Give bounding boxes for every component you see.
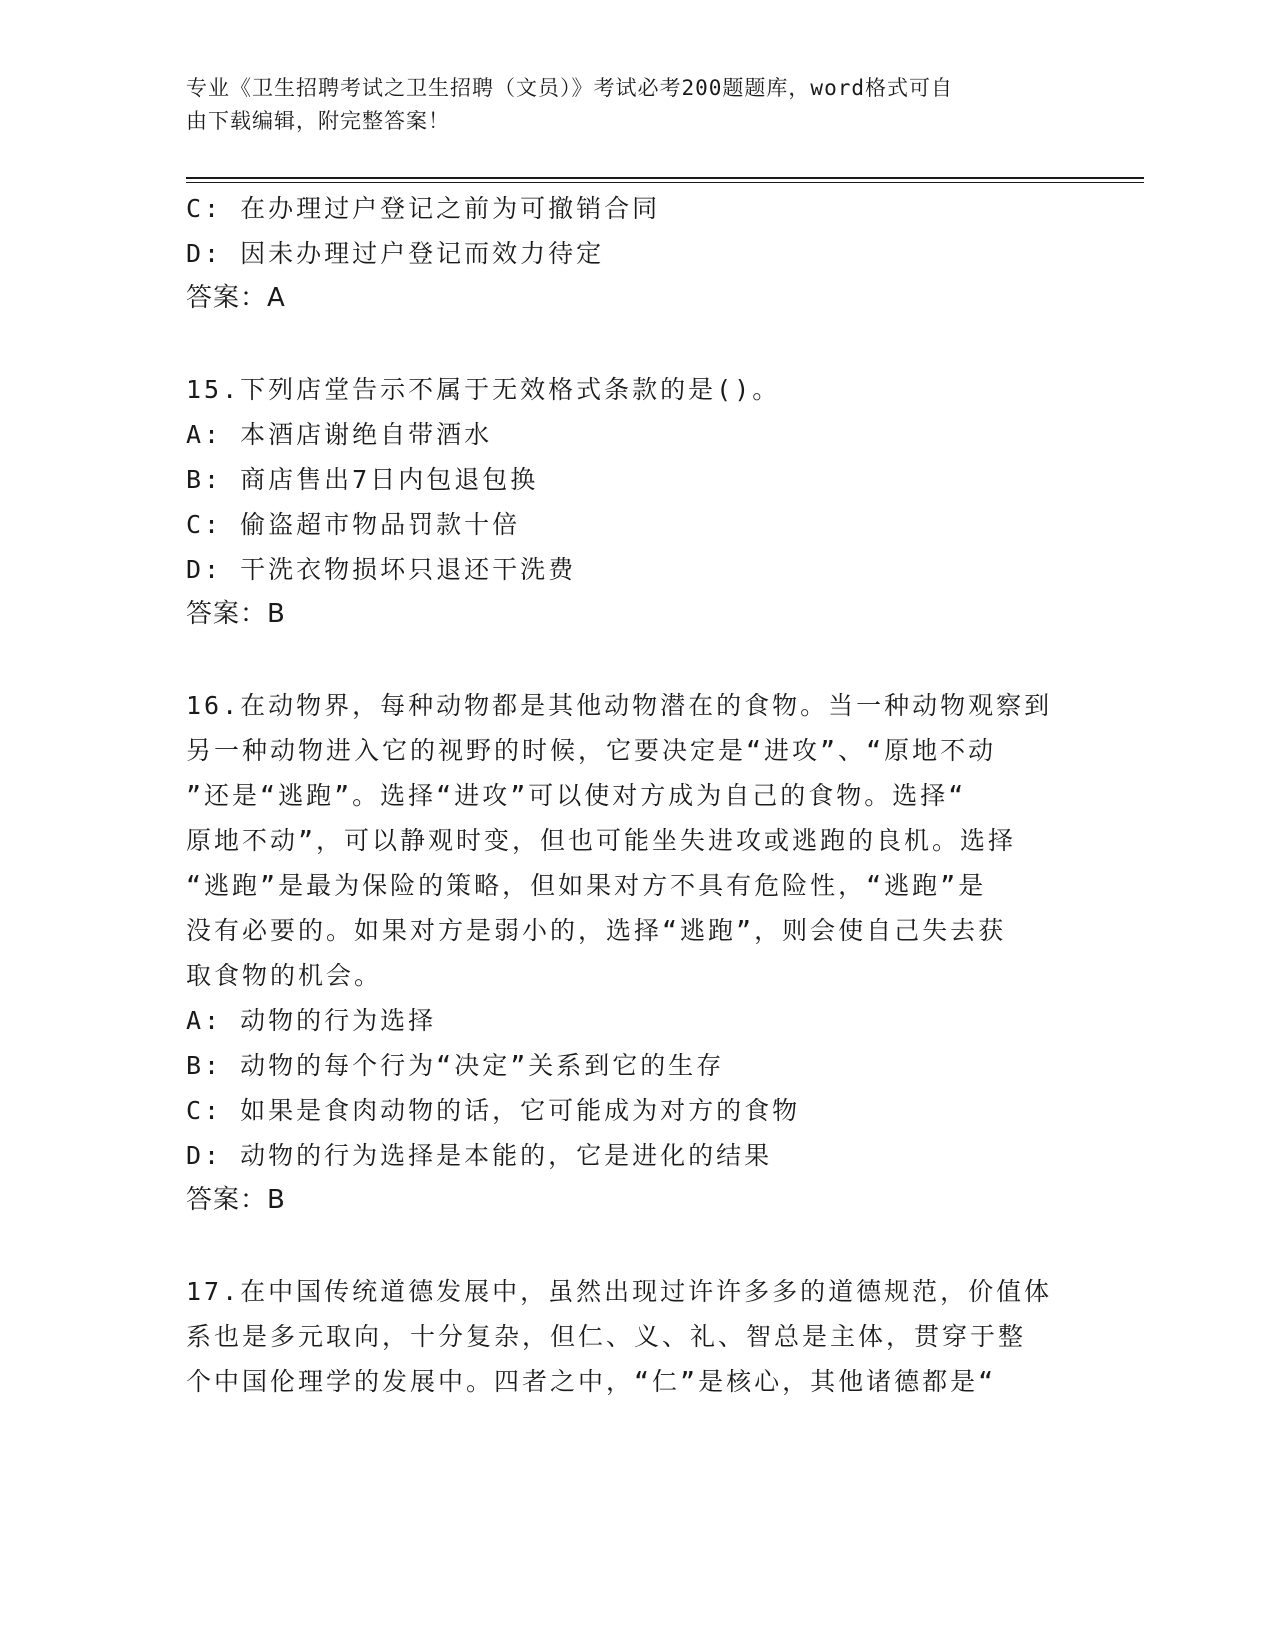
stem-line: ”还是“逃跑”。选择“进攻”可以使对方成为自己的食物。选择“ [186,781,967,810]
stem-line: 系也是多元取向，十分复杂，但仁、义、礼、智总是主体，贯穿于整 [186,1322,1027,1351]
option-b: B: 动物的每个行为“决定”关系到它的生存 [186,1051,725,1080]
header-divider-thick [186,177,1144,179]
header-divider-thin [186,182,1144,183]
option-d: D: 因未办理过户登记而效力待定 [186,239,605,268]
stem-line: 原地不动”，可以静观时变，但也可能坐失进攻或逃跑的良机。选择 [186,826,1017,855]
option-d: D: 干洗衣物损坏只退还干洗费 [186,555,577,584]
answer-line: 答案：A [186,283,286,313]
stem-line: 取食物的机会。 [186,961,383,990]
stem-line: 个中国伦理学的发展中。四者之中，“仁”是核心，其他诸德都是“ [186,1367,997,1396]
stem-line: 16.在动物界，每种动物都是其他动物潜在的食物。当一种动物观察到 [186,691,1053,720]
spacer [186,321,1066,367]
header-line-1: 专业《卫生招聘考试之卫生招聘（文员）》考试必考200题题库，word格式可自 [186,76,953,100]
option-a: A: 动物的行为选择 [186,1006,437,1035]
spacer [186,637,1066,683]
option-c: C: 在办理过户登记之前为可撤销合同 [186,194,661,223]
question-16 [186,683,1066,1223]
stem-line: 另一种动物进入它的视野的时候，它要决定是“进攻”、“原地不动 [186,736,997,765]
question-15 [186,367,1066,637]
answer-line: 答案：B [186,1185,286,1215]
question-stem [186,1269,1066,1404]
header-line-2: 由下载编辑，附完整答案！ [186,109,450,133]
option-b: B: 商店售出7日内包退包换 [186,465,539,494]
spacer [186,1223,1066,1269]
question-17 [186,1269,1066,1404]
answer-line: 答案：B [186,599,286,629]
option-a: A: 本酒店谢绝自带酒水 [186,420,493,449]
stem-line: 没有必要的。如果对方是弱小的，选择“逃跑”，则会使自己失去获 [186,916,1007,945]
stem-line: “逃跑”是最为保险的策略，但如果对方不具有危险性，“逃跑”是 [186,871,987,900]
page-header [186,72,1066,138]
option-c: C: 偷盗超市物品罚款十倍 [186,510,521,539]
question-list [186,186,1066,1404]
option-c: C: 如果是食肉动物的话，它可能成为对方的食物 [186,1096,801,1125]
stem-line: 17.在中国传统道德发展中，虽然出现过许许多多的道德规范，价值体 [186,1277,1053,1306]
question-stem: 15.下列店堂告示不属于无效格式条款的是()。 [186,375,781,404]
option-d: D: 动物的行为选择是本能的，它是进化的结果 [186,1141,773,1170]
question-stem [186,683,1066,998]
continued-question [186,186,1066,321]
